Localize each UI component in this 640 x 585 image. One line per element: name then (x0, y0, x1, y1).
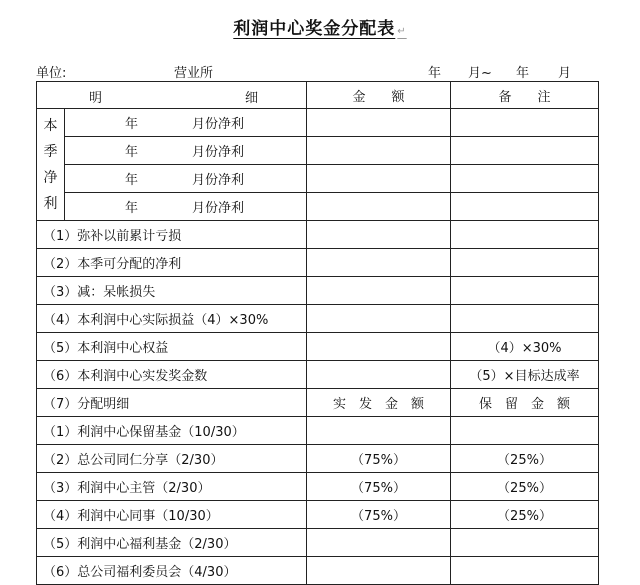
amount-cell[interactable]: （75%） (307, 445, 451, 473)
net-profit-group-label: 本 季 净 利 (37, 109, 65, 221)
document-title: 利润中心奖金分配表 ↵ (233, 19, 407, 39)
detail-cell: （3）利润中心主管（2/30） (37, 473, 307, 501)
detail-cell: （3）减：呆帐损失 (37, 277, 307, 305)
header-amount: 金 额 (307, 82, 451, 109)
table-row (37, 473, 599, 501)
table-row (37, 361, 599, 389)
detail-cell: （5）利润中心福利基金（2/30） (37, 529, 307, 557)
amount-cell[interactable]: （75%） (307, 473, 451, 501)
detail-cell: （4）本利润中心实际损益（4）×30% (37, 305, 307, 333)
table-row (37, 445, 599, 473)
amount-cell[interactable] (307, 333, 451, 361)
detail-cell: （7）分配明细 (37, 389, 307, 417)
detail-cell: （5）本利润中心权益 (37, 333, 307, 361)
unit-label: 单位: (36, 66, 67, 81)
retained-subheader: 保 留 金 额 (451, 389, 599, 417)
amount-cell[interactable] (307, 361, 451, 389)
amount-cell[interactable] (307, 165, 451, 193)
remark-cell[interactable]: （25%） (451, 473, 599, 501)
year-label: 年 (428, 66, 442, 81)
detail-cell: （2）本季可分配的净利 (37, 249, 307, 277)
header-remark: 备 注 (451, 82, 599, 109)
amount-cell[interactable] (307, 109, 451, 137)
amount-cell[interactable] (307, 557, 451, 585)
remark-cell[interactable]: （4）×30% (451, 333, 599, 361)
table-row (37, 221, 599, 249)
table-row (37, 389, 599, 417)
table-row (37, 529, 599, 557)
detail-cell: （6）本利润中心实发奖金数 (37, 361, 307, 389)
net-profit-month-cell: 年 月份净利 (65, 193, 307, 221)
remark-cell[interactable] (451, 193, 599, 221)
remark-cell[interactable] (451, 417, 599, 445)
remark-cell[interactable] (451, 137, 599, 165)
net-profit-month-cell: 年 月份净利 (65, 165, 307, 193)
amount-cell[interactable] (307, 249, 451, 277)
remark-cell[interactable] (451, 557, 599, 585)
net-profit-month-cell: 年 月份净利 (65, 109, 307, 137)
remark-cell[interactable] (451, 109, 599, 137)
remark-cell[interactable] (451, 277, 599, 305)
detail-cell: （6）总公司福利委员会（4/30） (37, 557, 307, 585)
amount-cell[interactable] (307, 305, 451, 333)
amount-subheader: 实 发 金 额 (307, 389, 451, 417)
month-from-label: 月~ (468, 66, 492, 81)
bonus-table (36, 81, 599, 585)
header-row (37, 82, 599, 109)
table-row (37, 249, 599, 277)
table-row (37, 501, 599, 529)
table-row (37, 557, 599, 585)
unit-line (36, 62, 596, 80)
table-row (37, 109, 599, 137)
amount-cell[interactable] (307, 221, 451, 249)
detail-cell: （1）利润中心保留基金（10/30） (37, 417, 307, 445)
remark-cell[interactable] (451, 249, 599, 277)
remark-cell[interactable] (451, 165, 599, 193)
remark-cell[interactable] (451, 529, 599, 557)
detail-cell: （1）弥补以前累计亏损 (37, 221, 307, 249)
table-row (37, 333, 599, 361)
amount-cell[interactable] (307, 277, 451, 305)
amount-cell[interactable] (307, 417, 451, 445)
paragraph-mark-icon: ↵ (397, 26, 407, 37)
net-profit-month-cell: 年 月份净利 (65, 137, 307, 165)
remark-cell[interactable]: （5）×目标达成率 (451, 361, 599, 389)
table-row (37, 305, 599, 333)
header-detail: 明 细 (37, 82, 307, 109)
amount-cell[interactable] (307, 529, 451, 557)
year2-label: 年 (516, 66, 530, 81)
amount-cell[interactable]: （75%） (307, 501, 451, 529)
amount-cell[interactable] (307, 193, 451, 221)
table-row (37, 165, 599, 193)
detail-cell: （2）总公司同仁分享（2/30） (37, 445, 307, 473)
month-to-label: 月 (558, 66, 572, 81)
remark-cell[interactable]: （25%） (451, 501, 599, 529)
table-row (37, 137, 599, 165)
amount-cell[interactable] (307, 137, 451, 165)
remark-cell[interactable]: （25%） (451, 445, 599, 473)
remark-cell[interactable] (451, 221, 599, 249)
table-row (37, 417, 599, 445)
detail-cell: （4）利润中心同事（10/30） (37, 501, 307, 529)
table-row (37, 193, 599, 221)
unit-value: 营业所 (174, 66, 214, 81)
remark-cell[interactable] (451, 305, 599, 333)
table-row (37, 277, 599, 305)
